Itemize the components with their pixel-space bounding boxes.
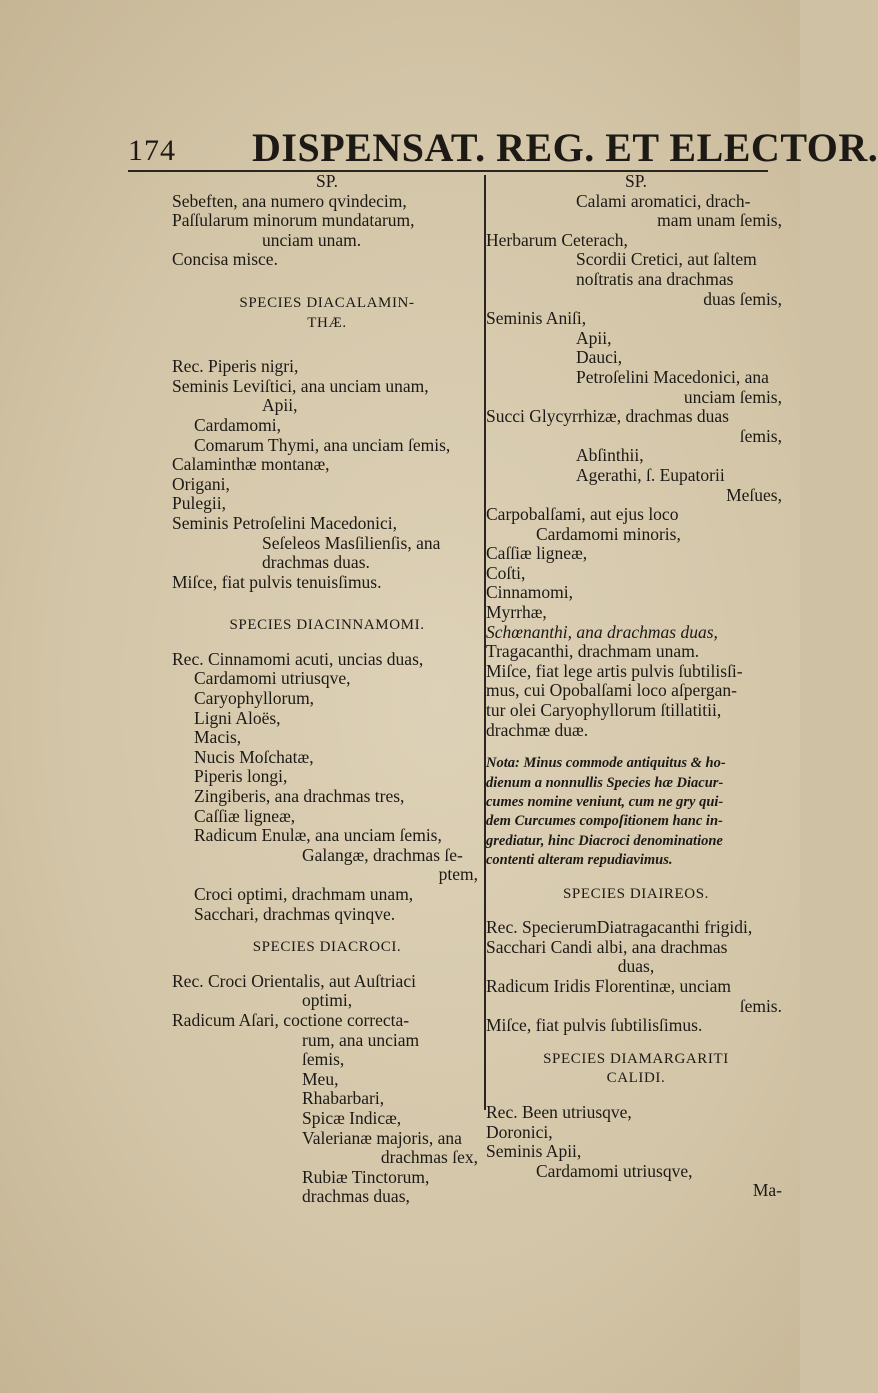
text-line: Meſues, [726,484,782,505]
text-line: Zingiberis, ana drachmas tres, [194,786,405,807]
text-line: Ligni Aloës, [194,707,281,728]
text-line: duas ſemis, [703,288,782,309]
text-line: Spicæ Indicæ, [302,1107,402,1128]
text-line: Croci optimi, drachmam unam, [194,884,414,904]
text-line: Origani, [172,473,230,494]
text-line: Rec. SpecierumDiatragacanthi frigidi, [486,917,753,938]
text-line: SP. [316,171,338,191]
text-line: Meu, [302,1068,339,1089]
page-number: 174 [128,134,176,167]
text-line: Caſſiæ ligneæ, [486,543,588,564]
text-line: Rhabarbari, [302,1088,385,1109]
text-line: drachmas ſex, [380,1147,478,1168]
text-line: Abſinthii, [576,445,644,466]
text-line: Rec. Been utriusqve, [486,1102,632,1122]
text-line: Sebeften, ana numero qvindecim, [172,190,407,211]
text-line: dienum a nonnullis Species hæ Diacur- [486,774,724,791]
text-line [172,270,482,294]
text-line: dem Curcumes compoſitionem hanc in- [486,813,723,830]
text-line: Herbarum Ceterach, [486,229,628,250]
text-line: mus, cui Opobalſami loco aſpergan- [486,680,737,701]
text-line: Miſce, fiat pulvis tenuisſimus. [172,571,382,592]
text-line: Dauci, [576,347,623,368]
text-line: Myrrhæ, [486,602,547,623]
text-line: Caryophyllorum, [194,688,315,709]
running-head: DISPENSAT. REG. ET ELECTOR. [252,125,878,170]
text-line: Scordii Cretici, aut ſaltem [576,249,757,270]
text-line: cumes nomine veniunt, cum ne gry qui- [486,794,724,811]
text-line: Pulegii, [172,493,226,514]
text-line: ptem, [438,864,478,885]
left-column [172,172,482,1207]
text-line [486,1089,786,1103]
text-line: SPECIES DIACALAMIN- [239,294,415,311]
text-line: Paſſularum minorum mundatarum, [172,210,415,231]
text-line: Sacchari, drachmas qvinqve. [194,903,396,924]
text-line: Cardamomi minoris, [536,523,681,544]
text-line: Seminis Apii, [486,1141,582,1162]
text-line: Apii, [262,395,298,416]
text-line: Rec. Piperis nigri, [172,356,299,377]
page-header [128,124,878,172]
text-line: noſtratis ana drachmas [576,268,734,289]
text-line: rum, ana unciam [302,1029,420,1050]
text-line: Carpobalſami, aut ejus loco [486,504,679,525]
text-line: Rec. Cinnamomi acuti, uncias duas, [172,648,424,669]
text-line: Concisa misce. [172,249,278,270]
text-line [486,871,786,885]
text-line: Valerianæ majoris, ana [302,1127,462,1148]
text-line: Seminis Leviſtici, ana unciam unam, [172,375,429,396]
text-line: Nota: Minus commode antiquitus & ho- [486,755,726,772]
text-line: SPECIES DIAIREOS. [562,885,710,902]
text-line: SPECIES DIACINNAMOMI. [229,617,425,634]
text-line: Miſce, fiat pulvis ſubtilisſimus. [486,1015,703,1036]
text-line: Calami aromatici, drach- [576,190,751,211]
text-line: Galangæ, drachmas ſe- [302,844,463,865]
text-line: ſemis, [302,1049,345,1070]
text-line: Schœnanthi, ana drachmas duas, [486,621,718,642]
text-line: CALIDI. [606,1070,666,1087]
text-line [172,958,482,972]
text-line: THÆ. [307,314,347,331]
text-line: Succi Glycyrrhizæ, drachmas duas [486,406,729,427]
text-line: Rubiæ Tinctorum, [302,1166,430,1187]
text-line: Calaminthæ montanæ, [172,454,330,475]
text-line: Agerathi, ſ. Eupatorii [576,464,725,485]
text-line: Comarum Thymi, ana unciam ſemis, [194,434,451,455]
text-line: Cinnamomi, [486,582,574,603]
text-line: Radicum Enulæ, ana unciam ſemis, [194,825,442,846]
text-line: Coſti, [486,562,526,583]
text-line: ſemis, [739,425,782,446]
text-line: mam unam ſemis, [657,210,782,231]
text-line: Cardamomi, [194,414,281,435]
text-line: SPECIES DIAMARGARITI [543,1050,729,1067]
text-line: Cardamomi utriusqve, [536,1160,693,1181]
right-column [486,172,786,1201]
text-line: drachmæ duæ. [486,719,589,740]
text-line [172,636,482,650]
text-line [172,592,482,616]
text-line: Radicum Aſari, coctione correcta- [172,1009,410,1030]
text-line [486,1036,786,1050]
text-line: Radicum Iridis Florentinæ, unciam [486,976,731,997]
text-line: Cardamomi utriusqve, [194,668,351,689]
text-line: Seſeleos Masſilienſis, ana [262,532,441,553]
text-line: grediatur, hinc Diacroci denominatione [486,832,723,849]
text-line: Seminis Aniſi, [486,308,587,329]
text-line: Caſſiæ ligneæ, [194,805,296,826]
text-line: SPECIES DIACROCI. [252,939,402,956]
text-line: drachmas duas, [302,1186,410,1207]
text-line [486,904,786,918]
text-line: Apii, [576,327,612,348]
text-line: Ma- [752,1180,782,1201]
text-line [486,740,786,754]
text-line: Seminis Petroſelini Macedonici, [172,512,398,533]
text-line: Doronici, [486,1121,553,1142]
text-line: unciam ſemis, [683,386,782,407]
text-line: Sacchari Candi albi, ana drachmas [486,936,728,957]
text-line: Macis, [194,727,242,748]
text-line: Piperis longi, [194,766,288,787]
text-line: SP. [625,171,647,191]
text-line: Tragacanthi, drachmam unam. [486,641,700,662]
text-line: Petroſelini Macedonici, ana [576,366,769,387]
text-line [172,924,482,938]
text-line: Nucis Moſchatæ, [194,746,314,767]
text-line: Miſce, fiat lege artis pulvis ſubtilisſi- [486,660,743,681]
text-line [172,333,482,357]
text-line: unciam unam. [262,229,362,250]
text-line: drachmas duas. [262,552,370,573]
text-line: optimi, [302,990,353,1011]
text-line: Rec. Croci Orientalis, aut Auſtriaci [172,970,416,991]
text-line: ſemis. [739,995,782,1016]
text-line: duas, [617,956,655,977]
text-line: contenti alteram repudiavimus. [486,852,673,869]
text-line: tur olei Caryophyllorum ſtillatitii, [486,700,722,721]
